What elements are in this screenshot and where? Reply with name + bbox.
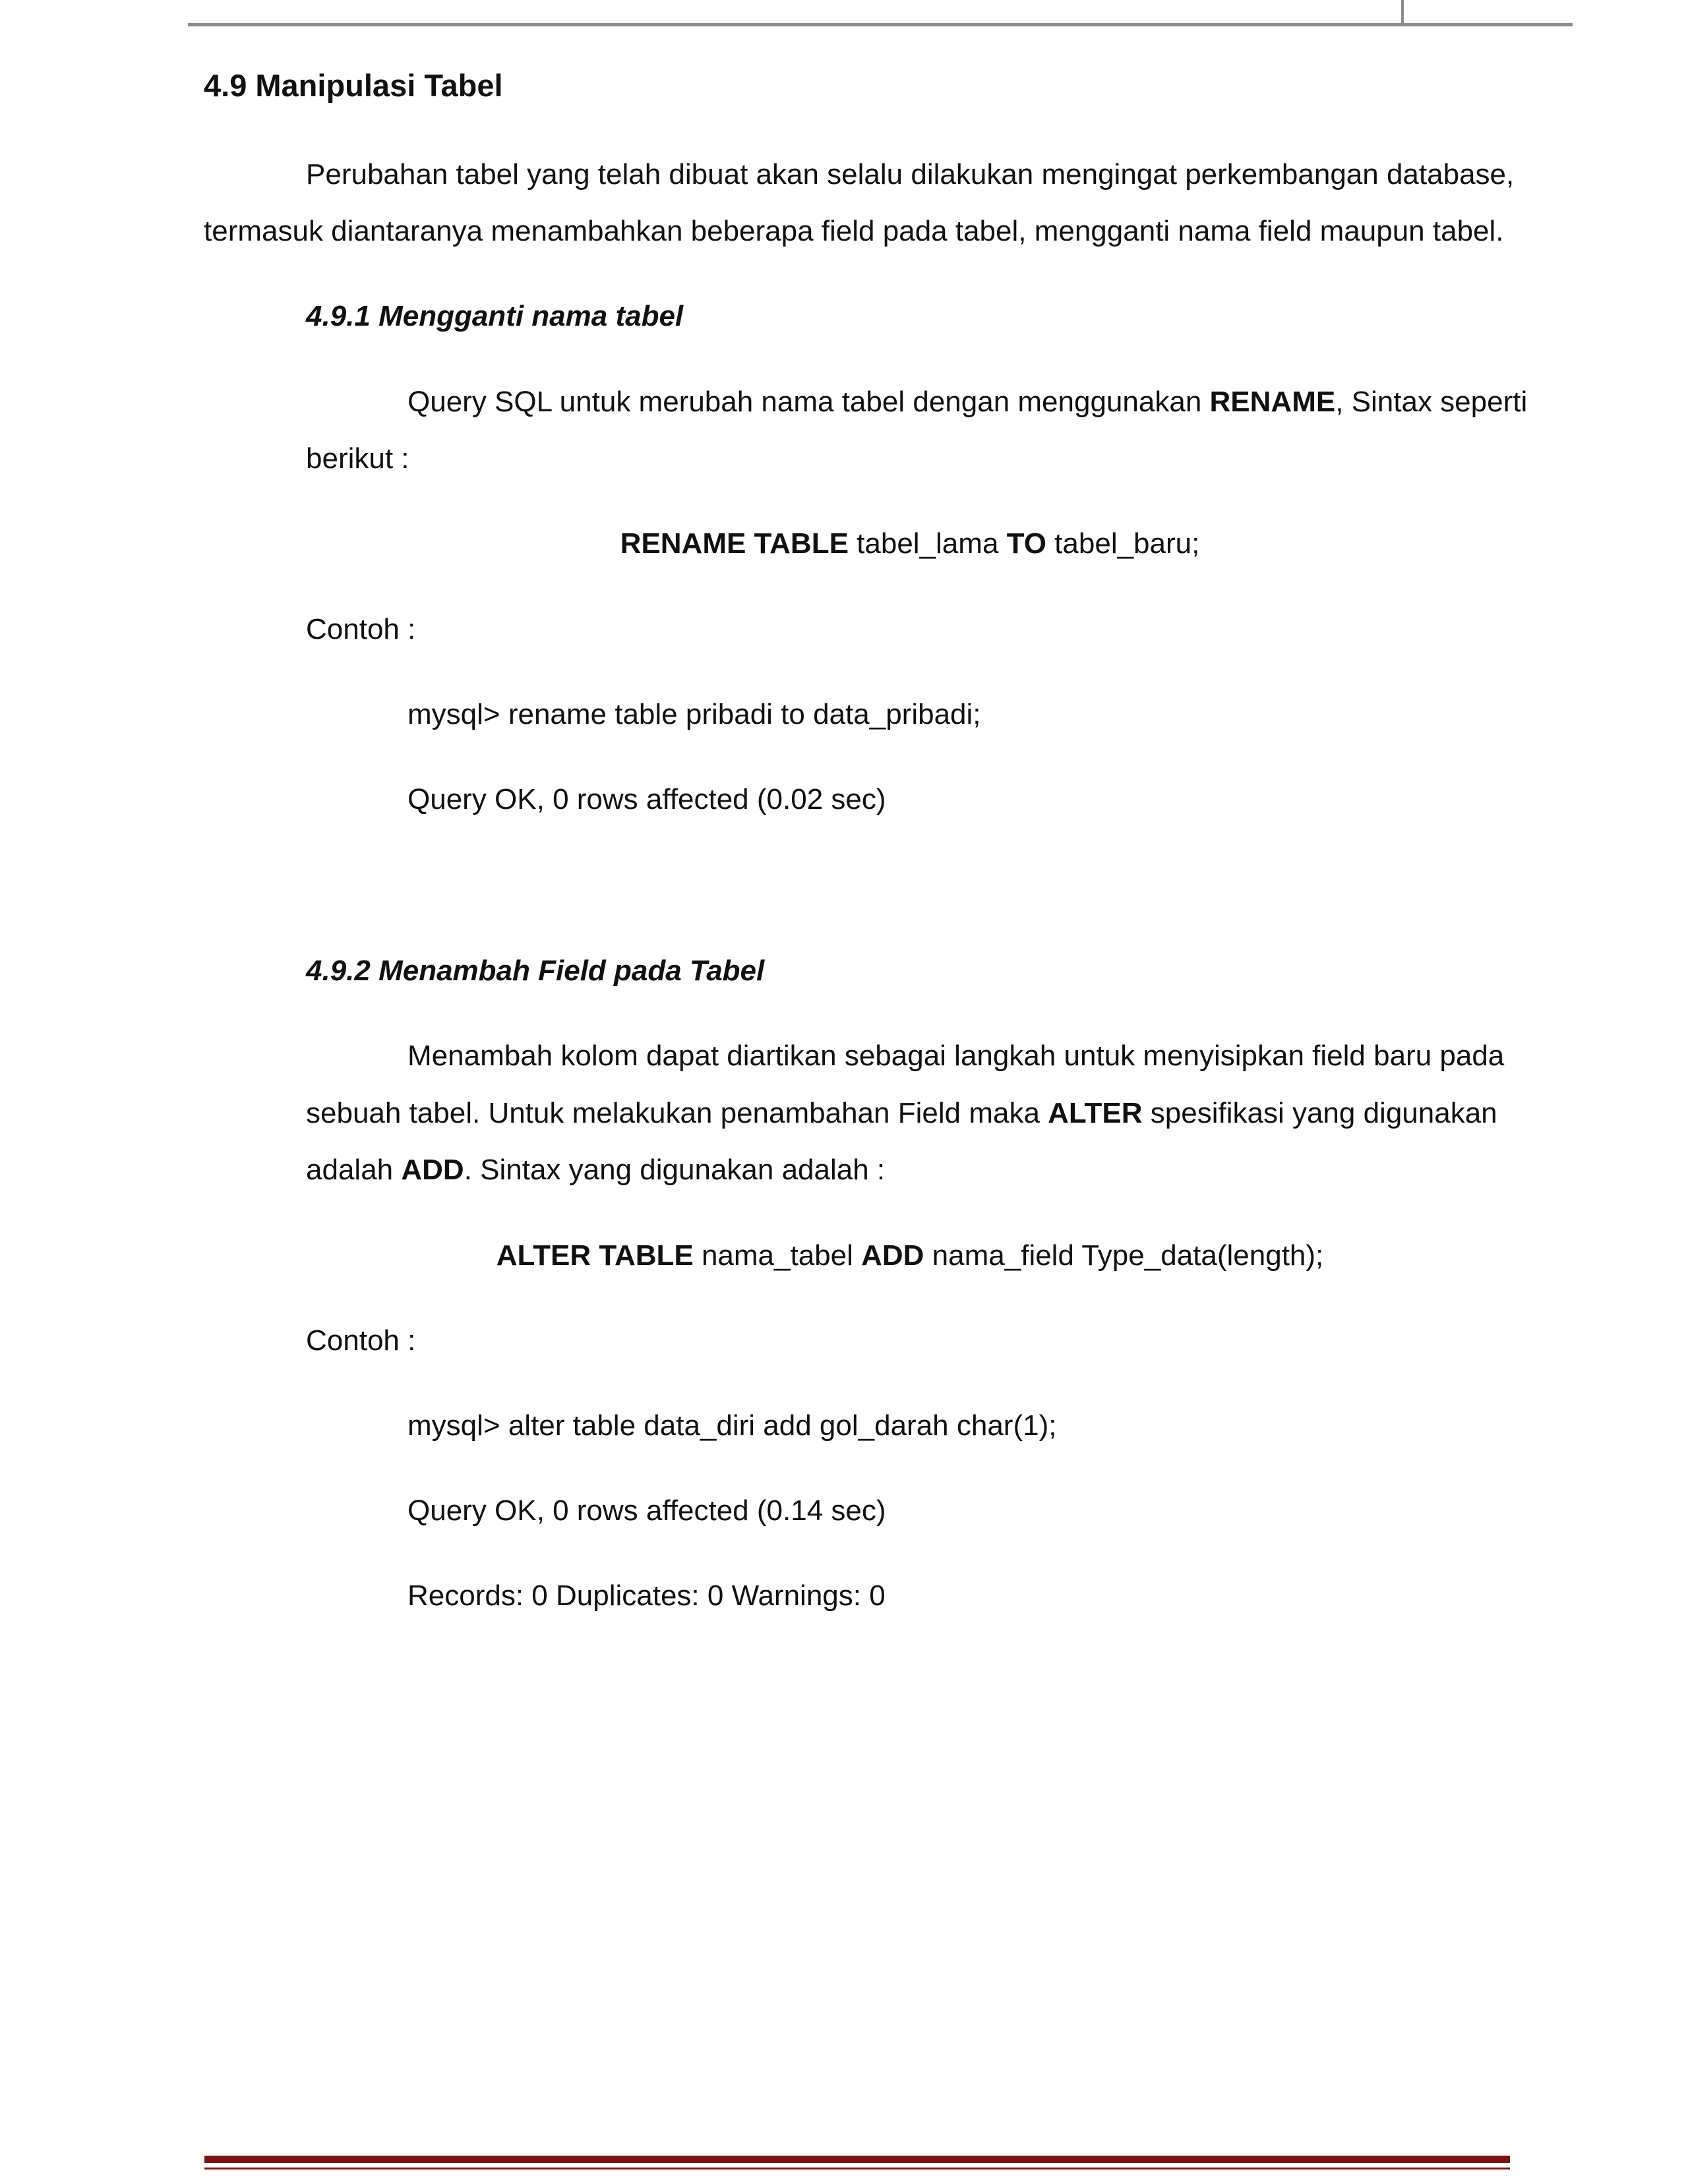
intro-paragraph-line-2: termasuk diantaranya menambahkan beberapa field pada tabel, mengganti nama field maupun tabel. — [204, 215, 1504, 247]
syntax-rename — [0, 525, 1688, 562]
subsection-1-title: 4.9.1 Mengganti nama tabel — [306, 300, 684, 332]
paragraph-text: , Sintax seperti — [1335, 386, 1528, 418]
footer-rule-thin — [204, 2168, 1510, 2169]
subsection-2-paragraph-line-3 — [306, 1152, 885, 1189]
subsection-2-title: 4.9.2 Menambah Field pada Tabel — [306, 955, 765, 987]
syntax-argument: tabel_baru; — [1046, 527, 1200, 560]
subsection-1-paragraph-line-2: berikut : — [306, 442, 409, 475]
section-title: 4.9 Manipulasi Tabel — [204, 68, 503, 103]
paragraph-text: adalah — [306, 1154, 402, 1186]
intro-paragraph-line-1: Perubahan tabel yang telah dibuat akan selalu dilakukan mengingat perkembangan database, — [306, 158, 1515, 191]
paragraph-keyword: RENAME — [1209, 386, 1336, 418]
paragraph-text: Query SQL untuk merubah nama tabel dengan menggunakan — [407, 386, 1210, 418]
header-rule-tick — [1401, 0, 1404, 25]
syntax-argument: tabel_lama — [848, 527, 1007, 560]
footer-rule-thick — [204, 2156, 1510, 2163]
subsection-1-paragraph-line-1 — [407, 384, 1527, 421]
example-line: Query OK, 0 rows affected (0.14 sec) — [407, 1494, 886, 1527]
paragraph-keyword: ADD — [401, 1154, 464, 1186]
subsection-2-paragraph-line-2 — [306, 1095, 1497, 1132]
syntax-keyword: ALTER TABLE — [496, 1239, 694, 1272]
example-label: Contoh : — [306, 613, 416, 645]
syntax-keyword: RENAME TABLE — [620, 527, 849, 560]
paragraph-text: . Sintax yang digunakan adalah : — [464, 1154, 886, 1186]
syntax-keyword: TO — [1006, 527, 1046, 560]
example-line: Query OK, 0 rows affected (0.02 sec) — [407, 783, 886, 815]
syntax-alter — [0, 1237, 1688, 1274]
syntax-keyword: ADD — [861, 1239, 924, 1272]
subsection-2-paragraph-line-1: Menambah kolom dapat diartikan sebagai langkah untuk menyisipkan field baru pada — [407, 1040, 1505, 1072]
header-rule — [188, 23, 1573, 26]
example-label: Contoh : — [306, 1324, 416, 1357]
example-line: Records: 0 Duplicates: 0 Warnings: 0 — [407, 1579, 886, 1612]
example-line: mysql> rename table pribadi to data_pribadi; — [407, 698, 981, 730]
paragraph-text: spesifikasi yang digunakan — [1142, 1097, 1497, 1129]
syntax-argument: nama_field Type_data(length); — [924, 1239, 1324, 1272]
syntax-argument: nama_tabel — [693, 1239, 862, 1272]
example-line: mysql> alter table data_diri add gol_darah char(1); — [407, 1409, 1057, 1442]
paragraph-text: sebuah tabel. Untuk melakukan penambahan Field maka — [306, 1097, 1048, 1129]
paragraph-keyword: ALTER — [1048, 1097, 1143, 1129]
